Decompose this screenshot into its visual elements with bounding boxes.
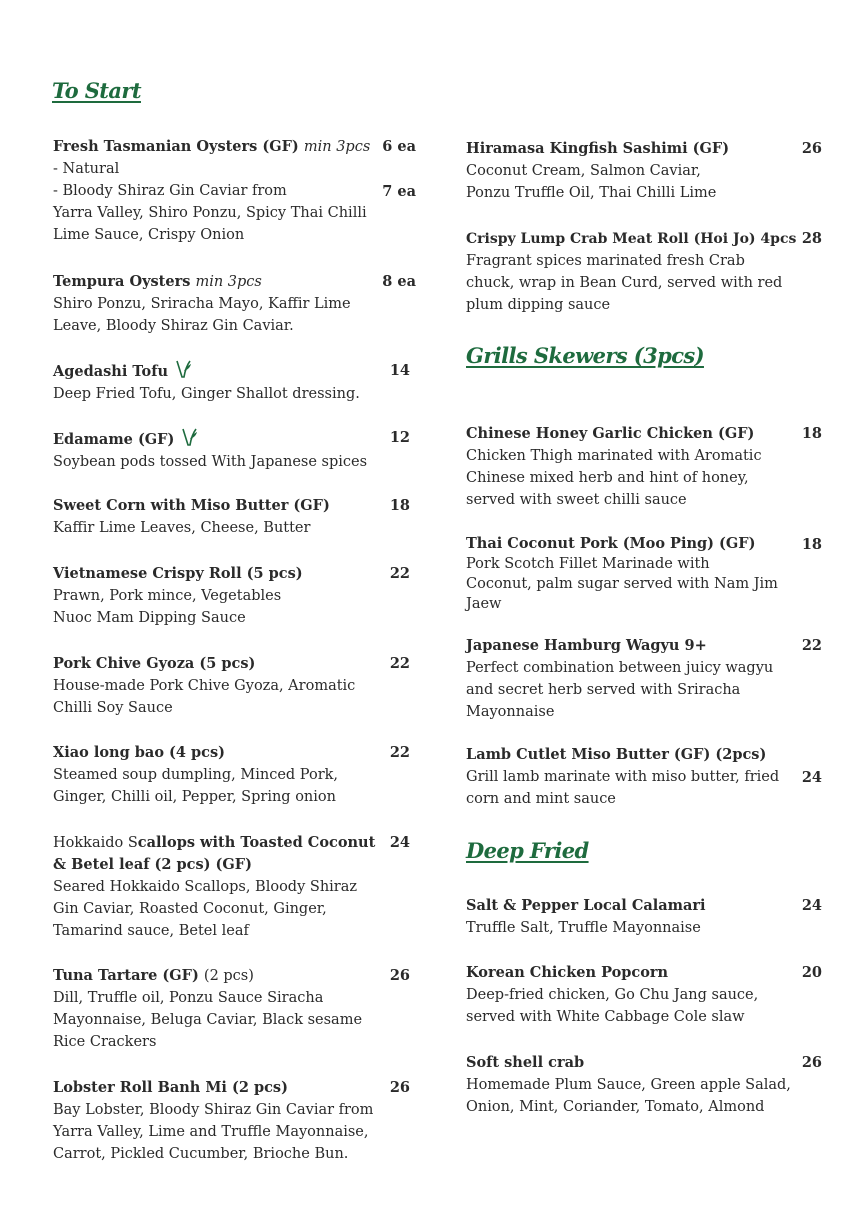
menu-item-kingfish-sashimi [466, 138, 729, 204]
item-desc: Chicken Thigh marinated with Aromatic [466, 448, 762, 464]
menu-item-honey-garlic-chicken [466, 423, 762, 511]
item-price: 24 [389, 834, 410, 851]
menu-item-agedashi-tofu [53, 359, 360, 405]
item-price: 22 [801, 637, 822, 654]
section-heading-grills: Grills Skewers (3pcs) [466, 343, 704, 368]
item-price: 24 [801, 769, 822, 786]
item-desc: - Natural [53, 161, 120, 177]
menu-item-edamame [53, 427, 367, 473]
menu-item-xiao-long-bao [53, 742, 338, 808]
item-price: 18 [389, 497, 410, 514]
item-desc: Leave, Bloody Shiraz Gin Caviar. [53, 318, 294, 334]
item-desc: Chinese mixed herb and hint of honey, [466, 470, 749, 486]
item-price: 26 [389, 1079, 410, 1096]
item-desc: Bay Lobster, Bloody Shiraz Gin Caviar from [53, 1102, 374, 1118]
item-desc: - Bloody Shiraz Gin Caviar from [53, 183, 287, 199]
item-title: Vietnamese Crispy Roll (5 pcs) [53, 565, 303, 582]
menu-item-crab-roll [466, 228, 796, 316]
item-price: 26 [801, 1054, 822, 1071]
item-title: Korean Chicken Popcorn [466, 964, 669, 981]
menu-item-lamb-cutlet [466, 744, 779, 810]
item-desc: Mayonnaise [466, 704, 555, 720]
item-desc: chuck, wrap in Bean Curd, served with red [466, 275, 783, 291]
item-title: Fresh Tasmanian Oysters (GF) min 3pcs [53, 138, 371, 155]
item-desc: Yarra Valley, Shiro Ponzu, Spicy Thai Chilli [53, 205, 367, 221]
item-desc: Soybean pods tossed With Japanese spices [53, 454, 368, 470]
item-title: Tuna Tartare (GF) (2 pcs) [53, 967, 254, 984]
menu-item-calamari [466, 895, 706, 939]
item-price: 22 [389, 565, 410, 582]
item-desc: Nuoc Mam Dipping Sauce [53, 610, 246, 626]
menu-item-chicken-popcorn [466, 962, 758, 1028]
menu-item-scallops [53, 832, 375, 942]
item-desc: Coconut Cream, Salmon Caviar, [466, 163, 701, 179]
item-title: Tempura Oysters min 3pcs [53, 273, 262, 290]
item-desc: Gin Caviar, Roasted Coconut, Ginger, [53, 901, 327, 917]
item-title: Hokkaido Scallops with Toasted Coconut [53, 834, 376, 851]
item-price: 18 [801, 425, 822, 442]
menu-item-coconut-pork [466, 534, 778, 614]
menu-item-lobster-roll [53, 1077, 373, 1165]
item-desc: Ginger, Chilli oil, Pepper, Spring onion [53, 789, 336, 805]
menu-item-crispy-roll [53, 563, 303, 629]
item-price: 24 [801, 897, 822, 914]
item-desc: House-made Pork Chive Gyoza, Aromatic [53, 678, 356, 694]
item-title: Thai Coconut Pork (Moo Ping) (GF) [466, 535, 756, 552]
item-title: Lobster Roll Banh Mi (2 pcs) [53, 1079, 288, 1096]
item-price: 7 ea [382, 183, 416, 200]
item-desc: Coconut, palm sugar served with Nam Jim [466, 576, 778, 592]
item-desc: Kaffir Lime Leaves, Cheese, Butter [53, 520, 311, 536]
item-title: Lamb Cutlet Miso Butter (GF) (2pcs) [466, 746, 767, 763]
item-desc: Pork Scotch Fillet Marinade with [466, 556, 710, 572]
item-desc: Jaew [466, 596, 502, 612]
menu-item-soft-shell-crab [466, 1052, 791, 1118]
item-desc: Yarra Valley, Lime and Truffle Mayonnaise, [53, 1124, 369, 1140]
item-desc: Shiro Ponzu, Sriracha Mayo, Kaffir Lime [53, 296, 351, 312]
item-desc: Ponzu Truffle Oil, Thai Chilli Lime [466, 185, 717, 201]
item-price: 14 [389, 362, 410, 379]
item-title: Hiramasa Kingfish Sashimi (GF) [466, 140, 730, 157]
section-heading-deep-fried: Deep Fried [466, 838, 589, 863]
item-desc: Perfect combination between juicy wagyu [466, 660, 774, 676]
menu-item-gyoza [53, 653, 355, 719]
item-desc: Prawn, Pork mince, Vegetables [53, 588, 282, 604]
item-title: Japanese Hamburg Wagyu 9+ [466, 637, 707, 654]
menu-item-tuna-tartare [53, 965, 362, 1053]
leaf-icon [180, 427, 198, 447]
menu-item-hamburg-wagyu [466, 635, 773, 723]
item-desc: Homemade Plum Sauce, Green apple Salad, [466, 1077, 791, 1093]
item-price: 6 ea [382, 138, 416, 155]
item-price: 26 [801, 140, 822, 157]
item-desc: Carrot, Pickled Cucumber, Brioche Bun. [53, 1146, 349, 1162]
item-desc: Chilli Soy Sauce [53, 700, 173, 716]
section-heading-to-start: To Start [52, 78, 141, 103]
item-price: 22 [389, 744, 410, 761]
item-desc: Onion, Mint, Coriander, Tomato, Almond [466, 1099, 765, 1115]
item-desc: Tamarind sauce, Betel leaf [53, 923, 249, 939]
item-desc: and secret herb served with Sriracha [466, 682, 741, 698]
menu-item-oysters [53, 136, 370, 246]
item-desc: Dill, Truffle oil, Ponzu Sauce Siracha [53, 990, 324, 1006]
item-price: 20 [801, 964, 822, 981]
item-desc: served with sweet chilli sauce [466, 492, 687, 508]
item-desc: Steamed soup dumpling, Minced Pork, [53, 767, 339, 783]
item-title: Agedashi Tofu [53, 359, 360, 383]
item-desc: Grill lamb marinate with miso butter, fried [466, 769, 780, 785]
item-desc: Truffle Salt, Truffle Mayonnaise [466, 920, 701, 936]
item-desc: corn and mint sauce [466, 791, 616, 807]
item-desc: Rice Crackers [53, 1034, 157, 1050]
item-price: 26 [389, 967, 410, 984]
item-price: 18 [801, 536, 822, 553]
item-title: Sweet Corn with Miso Butter (GF) [53, 497, 330, 514]
item-price: 22 [389, 655, 410, 672]
item-desc: Deep Fried Tofu, Ginger Shallot dressing. [53, 386, 360, 402]
item-desc: plum dipping sauce [466, 297, 611, 313]
item-title: Salt & Pepper Local Calamari [466, 897, 706, 914]
item-desc: Seared Hokkaido Scallops, Bloody Shiraz [53, 879, 358, 895]
item-desc: Deep-fried chicken, Go Chu Jang sauce, [466, 987, 759, 1003]
menu-item-sweet-corn [53, 495, 330, 539]
item-title: Edamame (GF) [53, 427, 367, 451]
item-title-line2: & Betel leaf (2 pcs) (GF) [53, 856, 252, 873]
item-price: 28 [801, 230, 822, 247]
item-price: 12 [389, 429, 410, 446]
leaf-icon [174, 359, 192, 379]
item-title: Crispy Lump Crab Meat Roll (Hoi Jo) 4pcs [466, 231, 797, 247]
item-title: Pork Chive Gyoza (5 pcs) [53, 655, 256, 672]
item-price: 8 ea [382, 273, 416, 290]
item-desc: Fragrant spices marinated fresh Crab [466, 253, 745, 269]
item-desc: Mayonnaise, Beluga Caviar, Black sesame [53, 1012, 363, 1028]
item-desc: served with White Cabbage Cole slaw [466, 1009, 745, 1025]
item-title: Soft shell crab [466, 1054, 585, 1071]
item-desc: Lime Sauce, Crispy Onion [53, 227, 245, 243]
item-title: Xiao long bao (4 pcs) [53, 744, 226, 761]
menu-item-tempura-oysters [53, 271, 351, 337]
item-title: Chinese Honey Garlic Chicken (GF) [466, 425, 755, 442]
